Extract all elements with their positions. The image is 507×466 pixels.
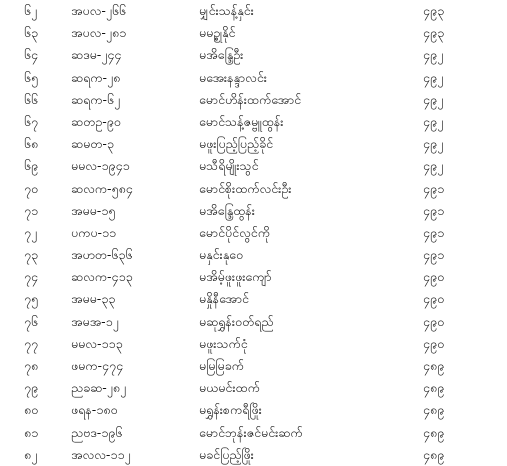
student-name: မဖူးပြည့်ပြည့်ခိုင်: [199, 136, 274, 152]
row-number: ၇၃: [24, 247, 39, 263]
score: ၄၉၁: [423, 224, 445, 240]
student-name: မနှိုနီအောင်: [199, 291, 249, 307]
row-number: ၇၁: [24, 202, 39, 218]
table-row: [0, 0, 507, 22]
row-number: ၆၈: [24, 136, 39, 152]
roll-number: အပလ-၂၆၆: [71, 3, 127, 18]
score: ၄၉၂: [423, 47, 444, 63]
student-name: မယမင်းထက်: [199, 380, 260, 396]
roll-number: ဆဒမ-၂၄၄: [71, 47, 122, 63]
row-number: ၆၄: [24, 47, 39, 63]
score: ၄၉၃: [423, 25, 445, 41]
row-number: ၈၁: [24, 424, 39, 440]
table-row: [0, 244, 507, 266]
student-name: မဖူးသက်ငုံ: [199, 335, 248, 351]
row-number: ၆၉: [24, 158, 39, 174]
student-name: မခင်ပြည့်ဖြိုး: [199, 446, 254, 462]
row-number: ၇၆: [24, 313, 39, 329]
score: ၄၉၂: [423, 69, 444, 85]
table-row: [0, 155, 507, 177]
table-row: [0, 355, 507, 377]
score: ၄၈၉: [423, 402, 445, 418]
score: ၄၉၃: [423, 3, 445, 18]
table-row: [0, 399, 507, 421]
score: ၄၉၁: [423, 247, 445, 263]
row-number: ၇၅: [24, 291, 39, 307]
row-number: ၇၄: [24, 269, 39, 285]
student-name: မောင်ဘုန်းဇင်မင်းဆက်: [199, 424, 303, 440]
roll-number: ဆလက-၄၁၃: [71, 269, 133, 285]
roll-number: မမလ-၁၉၄၁: [71, 158, 130, 174]
row-number: ၆၆: [24, 91, 39, 107]
score: ၄၈၉: [423, 424, 445, 440]
roll-number: ဖရန-၁၈၀: [71, 402, 118, 418]
student-name: မဆုရွှန်းဝတ်ရည်: [199, 313, 274, 329]
table-row: [0, 89, 507, 111]
row-number: ၈၀: [24, 402, 39, 418]
row-number: ၇၂: [24, 224, 38, 240]
roll-number: မမလ-၁၁၃: [71, 335, 123, 351]
score: ၄၈၉: [423, 380, 445, 396]
student-name: မအိမ့်ဖူးဖူးကျော်: [199, 269, 272, 285]
score: ၄၉၁: [423, 180, 445, 196]
table-row: [0, 444, 507, 466]
row-number: ၈၂: [24, 446, 38, 462]
row-number: ၇၀: [24, 180, 39, 196]
table-row: [0, 266, 507, 288]
score: ၄၉၀: [423, 335, 445, 351]
student-name: မအိန္ဒြေထွန်း: [199, 202, 255, 218]
row-number: ၆၅: [24, 69, 39, 85]
roll-number: အပလ-၂၈၁: [71, 25, 127, 41]
table-row: [0, 288, 507, 310]
score: ၄၉၀: [423, 269, 445, 285]
score: ၄၉၁: [423, 202, 445, 218]
roll-number: ဆရက-၂၈: [71, 69, 121, 85]
roll-number: ဆလက-၅၈၄: [71, 180, 133, 196]
roll-number: အမမ-၃၃: [71, 291, 116, 307]
table-row: [0, 333, 507, 355]
row-number: ၇၉: [24, 380, 39, 396]
row-number: ၆၂: [24, 3, 38, 18]
roll-number: ညခဆ-၂၈၂: [71, 380, 127, 396]
score: ၄၉၀: [423, 291, 445, 307]
score: ၄၉၂: [423, 113, 444, 129]
roll-number: ညဗဒ-၁၉၆: [71, 424, 123, 440]
student-name: မမြမြခက်: [199, 358, 244, 373]
score: ၄၉၂: [423, 158, 444, 174]
roll-number: အဟတ-၆၃၆: [71, 247, 133, 263]
roll-number: ဆရက-၆၂: [71, 91, 121, 107]
student-name: မသီရိမျိုးသွင်: [199, 158, 259, 174]
table-row: [0, 200, 507, 222]
student-name: မောင်စိုးထက်လင်းဦး: [199, 180, 292, 196]
row-number: ၇၈: [24, 358, 39, 373]
roll-number: ဆမတ-၃: [71, 136, 114, 152]
student-name: မောင်ဟိန်းထက်အောင်: [199, 91, 302, 107]
student-name: မအိန္ဒြေဦး: [199, 47, 244, 63]
roll-number: ဖမက-၄၇၄: [71, 358, 124, 373]
table-row: [0, 67, 507, 89]
table-row: [0, 111, 507, 133]
roll-number: ပကပ-၁၁: [71, 224, 117, 240]
roll-number: ဆတဥ-၉၀: [71, 113, 121, 129]
table-row: [0, 222, 507, 244]
table-row: [0, 422, 507, 444]
student-name: မနှင်းနုဝေ: [199, 247, 243, 263]
table-row: [0, 377, 507, 399]
table-row: [0, 44, 507, 66]
table-row: [0, 133, 507, 155]
score: ၄၉၂: [423, 91, 444, 107]
student-name: မောင်ပိုင်လွင်ကို: [199, 224, 270, 240]
row-number: ၆၇: [24, 113, 39, 129]
table-row: [0, 22, 507, 44]
roll-number: အမမ-၁၅: [71, 202, 116, 218]
score: ၄၉၂: [423, 136, 444, 152]
student-name: မျှင်းသန့်နှင်း: [199, 3, 254, 18]
score: ၄၈၉: [423, 446, 445, 462]
row-number: ၇၇: [24, 335, 39, 351]
student-name: မအေးနန္ဒာလင်း: [199, 69, 267, 85]
table-row: [0, 311, 507, 333]
roll-number: အမအ-၁၂: [71, 313, 119, 329]
row-number: ၆၃: [24, 25, 39, 41]
table-row: [0, 178, 507, 200]
score: ၄၈၉: [423, 358, 445, 373]
student-name: မောင်သန့်ဇမ္ဗူထွန်း: [199, 113, 284, 129]
roll-number: အလလ-၁၁၂: [71, 446, 131, 462]
student-name: မရွှန်းစကရီဖြိုး: [199, 402, 262, 418]
score: ၄၉၀: [423, 313, 445, 329]
student-name: မမဥ္စုနိုင်: [199, 25, 236, 41]
